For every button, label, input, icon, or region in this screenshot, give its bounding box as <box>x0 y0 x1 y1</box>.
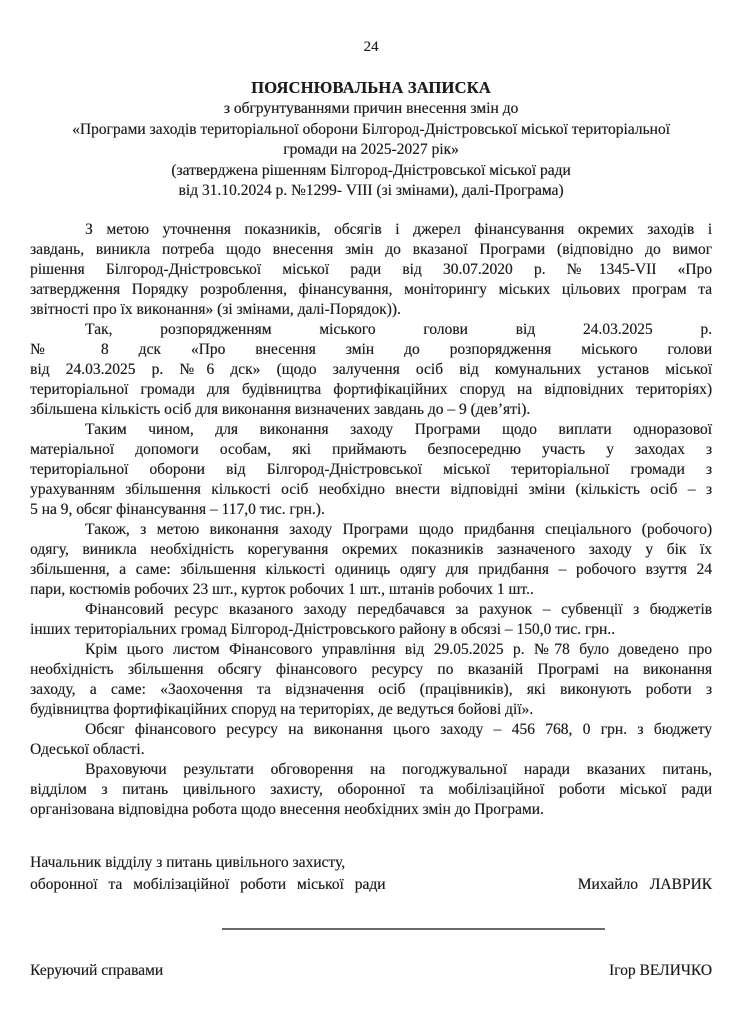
paragraph-line: Крім цього листом Фінансового управління від 29.05.2025 р. №78 було доведено про <box>85 640 712 658</box>
paragraph-line: пари, костюмів робочих 23 шт., курток робочих 1 шт., штанів робочих 1 шт.. <box>30 580 534 598</box>
signatory-title-case-manager: Керуючий справами <box>30 961 164 979</box>
signature-block-defense-officer <box>30 852 712 896</box>
paragraph-line: територіальної оборони від Білгород-Дністровської міської територіальної громади з <box>30 460 712 478</box>
subtitle-line: «Програми заходів територіальної оборони Білгород-Дністровської міської територіальної <box>72 120 670 138</box>
paragraph-line: від 24.03.2025 р. №6 дск» (щодо залучення осіб від комунальних установ міської <box>30 360 712 378</box>
paragraph-line: відділом з питань цивільного захисту, оборонної та мобілізаційної роботи міської ради <box>30 780 712 798</box>
paragraph-line: Обсяг фінансового ресурсу на виконання цього заходу – 456 768, 0 грн. з бюджету <box>85 720 712 738</box>
page-number: 24 <box>363 39 379 55</box>
signature-block-case-manager <box>30 960 712 982</box>
signatory-name-velychko: Ігор ВЕЛИЧКО <box>608 961 712 979</box>
paragraph-line: збільшена кількість осіб для виконання визначених завдань до – 9 (дев’яті). <box>30 400 531 418</box>
paragraph-line: 5 на 9, обсяг фінансування – 117,0 тис. грн.). <box>30 500 325 518</box>
paragraph-line: збільшення, а саме: збільшення кількості одиниць одягу для придбання – робочого взуття 24 <box>30 560 712 578</box>
paragraph-line: Враховуючи результати обговорення на погоджувальної наради вказаних питань, <box>85 760 712 778</box>
paragraph <box>30 760 712 820</box>
paragraph <box>30 420 712 520</box>
signatory-title-line-1: Начальник відділу з питань цивільного захисту, <box>30 853 346 871</box>
paragraph-line: завдань, виникла потреба щодо внесення змін до вказаної Програми (відповідно до вимог <box>30 240 712 258</box>
paragraph-line: звітності про їх виконання» (зі змінами, далі-Порядок)). <box>30 300 401 318</box>
paragraph-line: організована відповідна робота щодо внесення необхідних змін до Програми. <box>30 800 544 818</box>
paragraph-line: затвердження Порядку розроблення, фінансування, моніторингу міських цільових програм та <box>30 280 712 298</box>
paragraph-line: інших територіальних громад Білгород-Дністровського району в обсязі – 150,0 тис. грн.. <box>30 620 615 638</box>
subtitle-line: громади на 2025-2027 рік» <box>283 141 459 158</box>
paragraph-line: № 8 дск «Про внесення змін до розпорядження міського голови <box>30 340 712 358</box>
paragraph-line: заходу, а саме: «Заохочення та відзначення осіб (працівників), які виконують роботи з <box>30 680 712 698</box>
subtitle-line: від 31.10.2024 р. №1299- VIII (зі змінами), далі-Програма) <box>178 182 564 199</box>
paragraph-line: рішення Білгород-Дністровської міської ради від 30.07.2020 р. №1345-VII «Про <box>30 260 712 278</box>
subtitle-line: з обгрунтуваннями причин внесення змін до <box>223 100 519 117</box>
subtitle-line: (затверджена рішенням Білгород-Дністровської міської ради <box>171 161 571 179</box>
paragraph-line: Таким чином, для виконання заходу Програми щодо виплати одноразової <box>85 420 712 438</box>
paragraph <box>30 220 712 320</box>
signature-line <box>222 928 605 930</box>
paragraph-line: З метою уточнення показників, обсягів і джерел фінансування окремих заходів і <box>85 220 712 238</box>
document-title: ПОЯСНЮВАЛЬНА ЗАПИСКА <box>251 78 491 97</box>
paragraph-line: будівництва фортифікаційних споруд на територіях, де ведуться бойові дії». <box>30 700 534 718</box>
signatory-name-lavryk: Михайло ЛАВРИК <box>577 875 712 893</box>
paragraph <box>30 600 712 640</box>
paragraph <box>30 720 712 760</box>
paragraph <box>30 320 712 420</box>
paragraph-line: Фінансовий ресурс вказаного заходу передбачався за рахунок – субвенції з бюджетів <box>85 600 712 618</box>
paragraph-line: урахуванням збільшення кількості осіб необхідно внести відповідні зміни (кількість осіб – з <box>30 480 712 498</box>
paragraph <box>30 520 712 600</box>
paragraph-line: Так, розпорядженням міського голови від 24.03.2025 р. <box>85 320 712 338</box>
paragraph-line: Одеської області. <box>30 740 145 758</box>
paragraph-line: одягу, виникла необхідність корегування окремих показників зазначеного заходу у бік їх <box>30 540 712 558</box>
paragraph <box>30 640 712 720</box>
document-subtitle <box>30 99 712 202</box>
paragraph-line: матеріальної допомоги особам, які приймають безпосередню участь у заходах з <box>30 440 712 458</box>
signatory-title-line-2: оборонної та мобілізаційної роботи міської ради <box>30 875 386 893</box>
document-body <box>30 220 712 820</box>
paragraph-line: необхідність збільшення обсягу фінансового ресурсу по вказаній Програмі на виконання <box>30 660 712 678</box>
paragraph-line: Також, з метою виконання заходу Програми щодо придбання спеціального (робочого) <box>85 520 712 538</box>
paragraph-line: територіальної громади для будівництва фортифікаційних споруд на відповідних територіях) <box>30 380 712 398</box>
